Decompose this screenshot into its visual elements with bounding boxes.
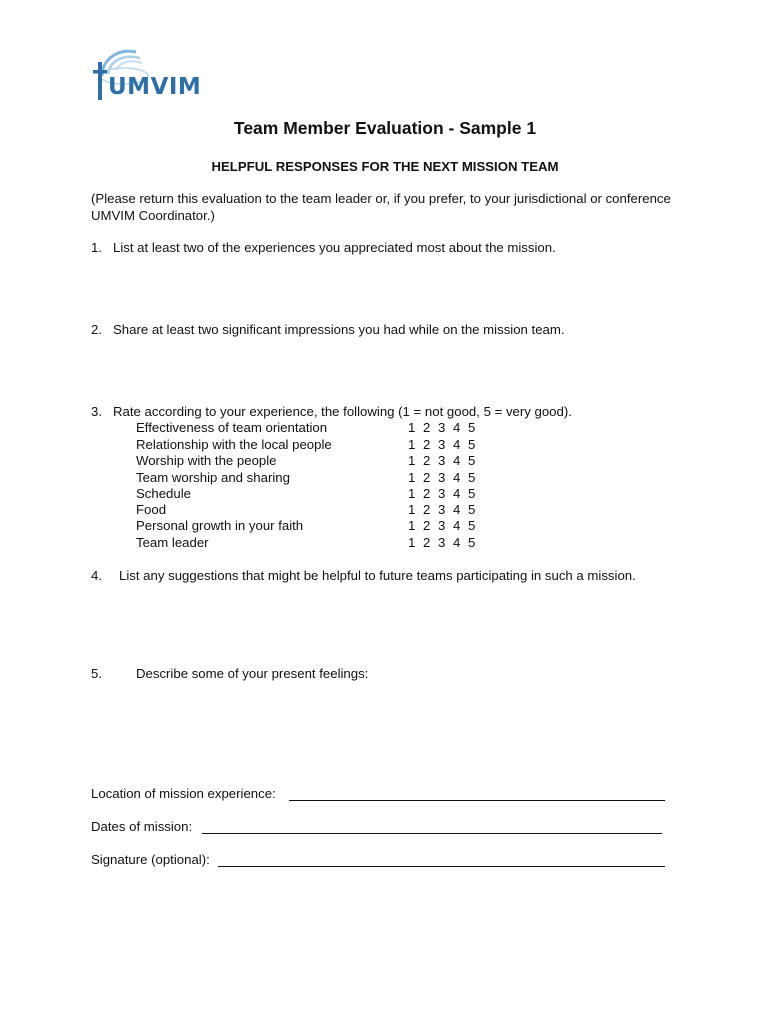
rating-scale: 1 2 3 4 5 <box>408 420 476 435</box>
signature-field[interactable] <box>218 866 665 867</box>
question-4-number: 4. <box>91 568 102 583</box>
question-5-text: Describe some of your present feelings: <box>136 666 369 681</box>
intro-text: (Please return this evaluation to the team leader or, if you prefer, to your jurisdictional or conference UMVIM Coordinator.) <box>91 191 671 223</box>
rating-item: Worship with the people <box>136 453 277 468</box>
rating-scale: 1 2 3 4 5 <box>408 437 476 452</box>
question-2-text: Share at least two significant impressions you had while on the mission team. <box>113 322 565 337</box>
question-4-text: List any suggestions that might be helpful to future teams participating in such a mission. <box>119 568 636 583</box>
page-title: Team Member Evaluation - Sample 1 <box>233 118 537 138</box>
location-field[interactable] <box>289 800 665 801</box>
rating-item: Effectiveness of team orientation <box>136 420 328 435</box>
question-1-text: List at least two of the experiences you appreciated most about the mission. <box>113 240 556 255</box>
rating-scale: 1 2 3 4 5 <box>408 453 476 468</box>
signature-label: Signature (optional): <box>91 852 210 867</box>
logo-text: UMVIM <box>108 74 202 100</box>
question-2-number: 2. <box>91 322 102 337</box>
rating-item: Team leader <box>136 535 209 550</box>
question-3-text: Rate according to your experience, the following (1 = not good, 5 = very good). <box>113 404 572 419</box>
rating-item: Personal growth in your faith <box>136 518 304 533</box>
rating-item: Team worship and sharing <box>136 470 290 485</box>
rating-scale: 1 2 3 4 5 <box>408 535 476 550</box>
question-1-number: 1. <box>91 240 102 255</box>
rating-item: Relationship with the local people <box>136 437 332 452</box>
rating-item: Schedule <box>136 486 191 501</box>
dates-label: Dates of mission: <box>91 819 193 834</box>
rating-scale: 1 2 3 4 5 <box>408 502 476 517</box>
umvim-logo <box>90 46 205 104</box>
rating-item: Food <box>136 502 167 517</box>
rating-scale: 1 2 3 4 5 <box>408 486 476 501</box>
rating-scale: 1 2 3 4 5 <box>408 470 476 485</box>
dates-field[interactable] <box>202 833 662 834</box>
question-3-number: 3. <box>91 404 102 419</box>
question-5-number: 5. <box>91 666 102 681</box>
rating-scale: 1 2 3 4 5 <box>408 518 476 533</box>
location-label: Location of mission experience: <box>91 786 276 801</box>
page-subtitle: HELPFUL RESPONSES FOR THE NEXT MISSION TEAM <box>211 159 559 174</box>
